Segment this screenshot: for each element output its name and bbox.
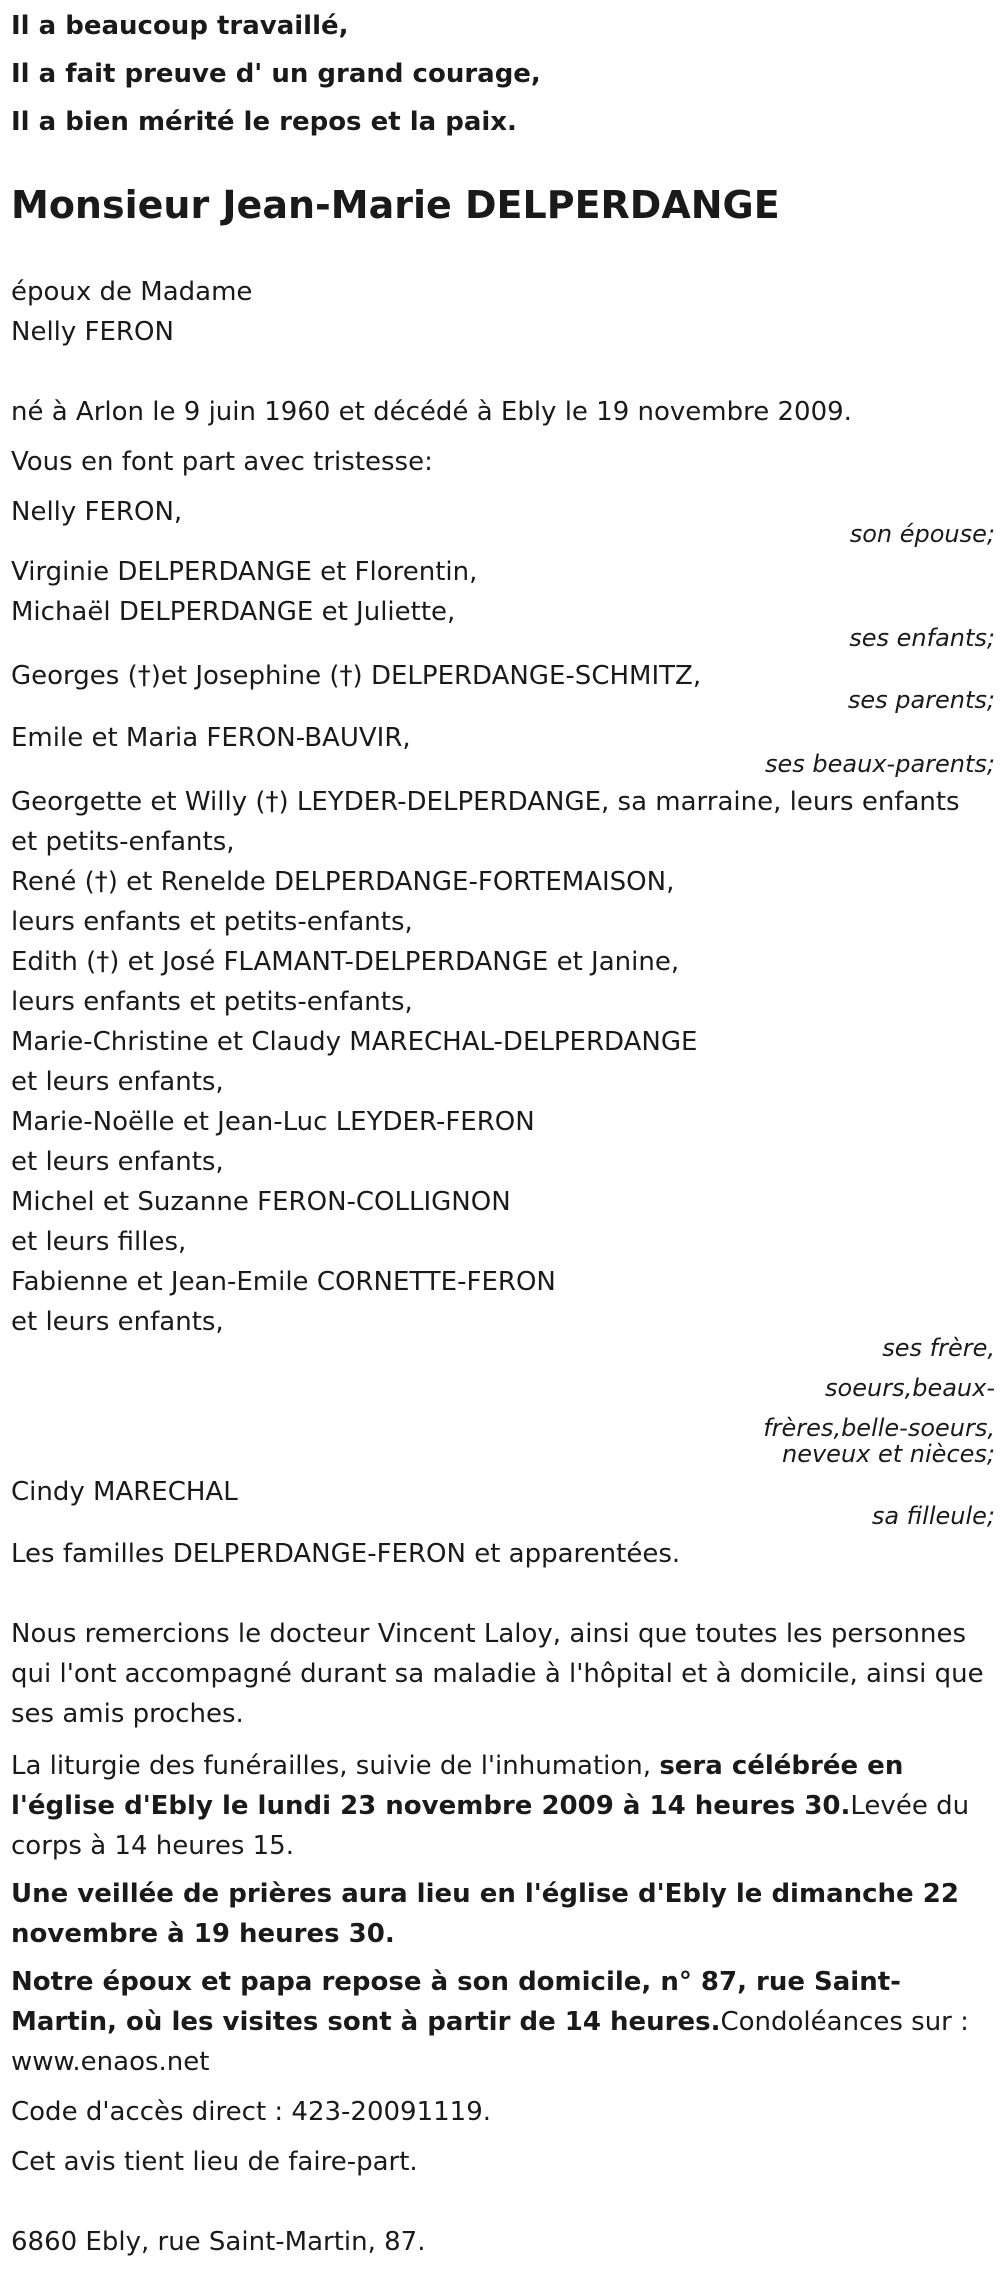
- intro-line: Vous en font part avec tristesse:: [11, 447, 433, 477]
- rest-text-2: Condoléances sur : www.enaos.net: [11, 2007, 969, 2077]
- sibling-line: leurs enfants et petits-enfants,: [11, 907, 413, 937]
- sibling-line: Marie-Noëlle et Jean-Luc LEYDER-FERON: [11, 1107, 535, 1137]
- sibling-line: leurs enfants et petits-enfants,: [11, 987, 413, 1017]
- parents-name: Georges (†)et Josephine (†) DELPERDANGE-SCHMITZ,: [11, 661, 702, 691]
- filleule-role: sa filleule;: [871, 1502, 995, 1530]
- sibling-line: et leurs filles,: [11, 1227, 187, 1257]
- address-line: 6860 Ebly, rue Saint-Martin, 87.: [11, 2227, 426, 2257]
- spouse-line-2: Nelly FERON: [11, 317, 174, 347]
- enfants-line-1: Virginie DELPERDANGE et Florentin,: [11, 557, 478, 587]
- sibling-line: Michel et Suzanne FERON-COLLIGNON: [11, 1187, 511, 1217]
- sibling-line: Fabienne et Jean-Emile CORNETTE-FERON: [11, 1267, 556, 1297]
- sibling-line: René (†) et Renelde DELPERDANGE-FORTEMAISON,: [11, 867, 675, 897]
- spouse-line-1: époux de Madame: [11, 277, 253, 307]
- enfants-line-2: Michaël DELPERDANGE et Juliette,: [11, 597, 456, 627]
- rest-text-bold: Notre époux et papa repose à son domicile, n° 87, rue Saint-Martin, où les visites sont à partir de 14 heures.: [11, 1967, 901, 2037]
- liturgy-text-3: Levée du corps à 14 heures 15.: [11, 1791, 970, 1861]
- thanks-paragraph: Nous remercions le docteur Vincent Laloy, ainsi que toutes les personnes qui l'ont accompagné durant sa maladie à l'hôpital et à domicile, ainsi que ses amis proches.: [11, 1619, 984, 1729]
- liturgy-text-bold: sera célébrée en l'église d'Ebly le lundi 23 novembre 2009 à 14 heures 30.: [11, 1751, 904, 1821]
- sibling-line: Edith (†) et José FLAMANT-DELPERDANGE et Janine,: [11, 947, 680, 977]
- notice-line: Cet avis tient lieu de faire-part.: [11, 2147, 418, 2177]
- siblings-role-line: ses frère,: [882, 1334, 995, 1362]
- birth-death-line: né à Arlon le 9 juin 1960 et décédé à Ebly le 19 novembre 2009.: [11, 397, 852, 427]
- access-code-line: Code d'accès direct : 423-20091119.: [11, 2097, 492, 2127]
- sibling-line: et leurs enfants,: [11, 1307, 224, 1337]
- sibling-line: et petits-enfants,: [11, 827, 235, 857]
- enfants-role: ses enfants;: [849, 624, 995, 652]
- rest-paragraph: [11, 1962, 995, 2082]
- poem-line-2: Il a fait preuve d' un grand courage,: [11, 59, 541, 89]
- beaux-parents-role: ses beaux-parents;: [765, 750, 995, 778]
- sibling-line: Marie-Christine et Claudy MARECHAL-DELPERDANGE: [11, 1027, 698, 1057]
- epouse-role: son épouse;: [849, 520, 995, 548]
- poem-line-1: Il a beaucoup travaillé,: [11, 11, 349, 41]
- parents-role: ses parents;: [847, 686, 995, 714]
- liturgy-text-1: La liturgie des funérailles, suivie de l'inhumation,: [11, 1751, 660, 1781]
- vigil-paragraph: Une veillée de prières aura lieu en l'église d'Ebly le dimanche 22 novembre à 19 heures 30.: [11, 1879, 959, 1949]
- siblings-role-line: frères,belle-soeurs,: [763, 1414, 995, 1442]
- filleule-name: Cindy MARECHAL: [11, 1477, 238, 1507]
- siblings-role-line: soeurs,beaux-: [825, 1374, 995, 1402]
- sibling-line: Georgette et Willy (†) LEYDER-DELPERDANGE, sa marraine, leurs enfants: [11, 787, 960, 817]
- families-line: Les familles DELPERDANGE-FERON et apparentées.: [11, 1539, 681, 1569]
- beaux-parents-name: Emile et Maria FERON-BAUVIR,: [11, 723, 411, 753]
- sibling-line: et leurs enfants,: [11, 1067, 224, 1097]
- epouse-name: Nelly FERON,: [11, 497, 183, 527]
- liturgy-paragraph: [11, 1746, 995, 1866]
- siblings-role-line: neveux et nièces;: [782, 1440, 995, 1468]
- deceased-name-title: Monsieur Jean-Marie DELPERDANGE: [11, 183, 780, 227]
- sibling-line: et leurs enfants,: [11, 1147, 224, 1177]
- poem-line-3: Il a bien mérité le repos et la paix.: [11, 107, 517, 137]
